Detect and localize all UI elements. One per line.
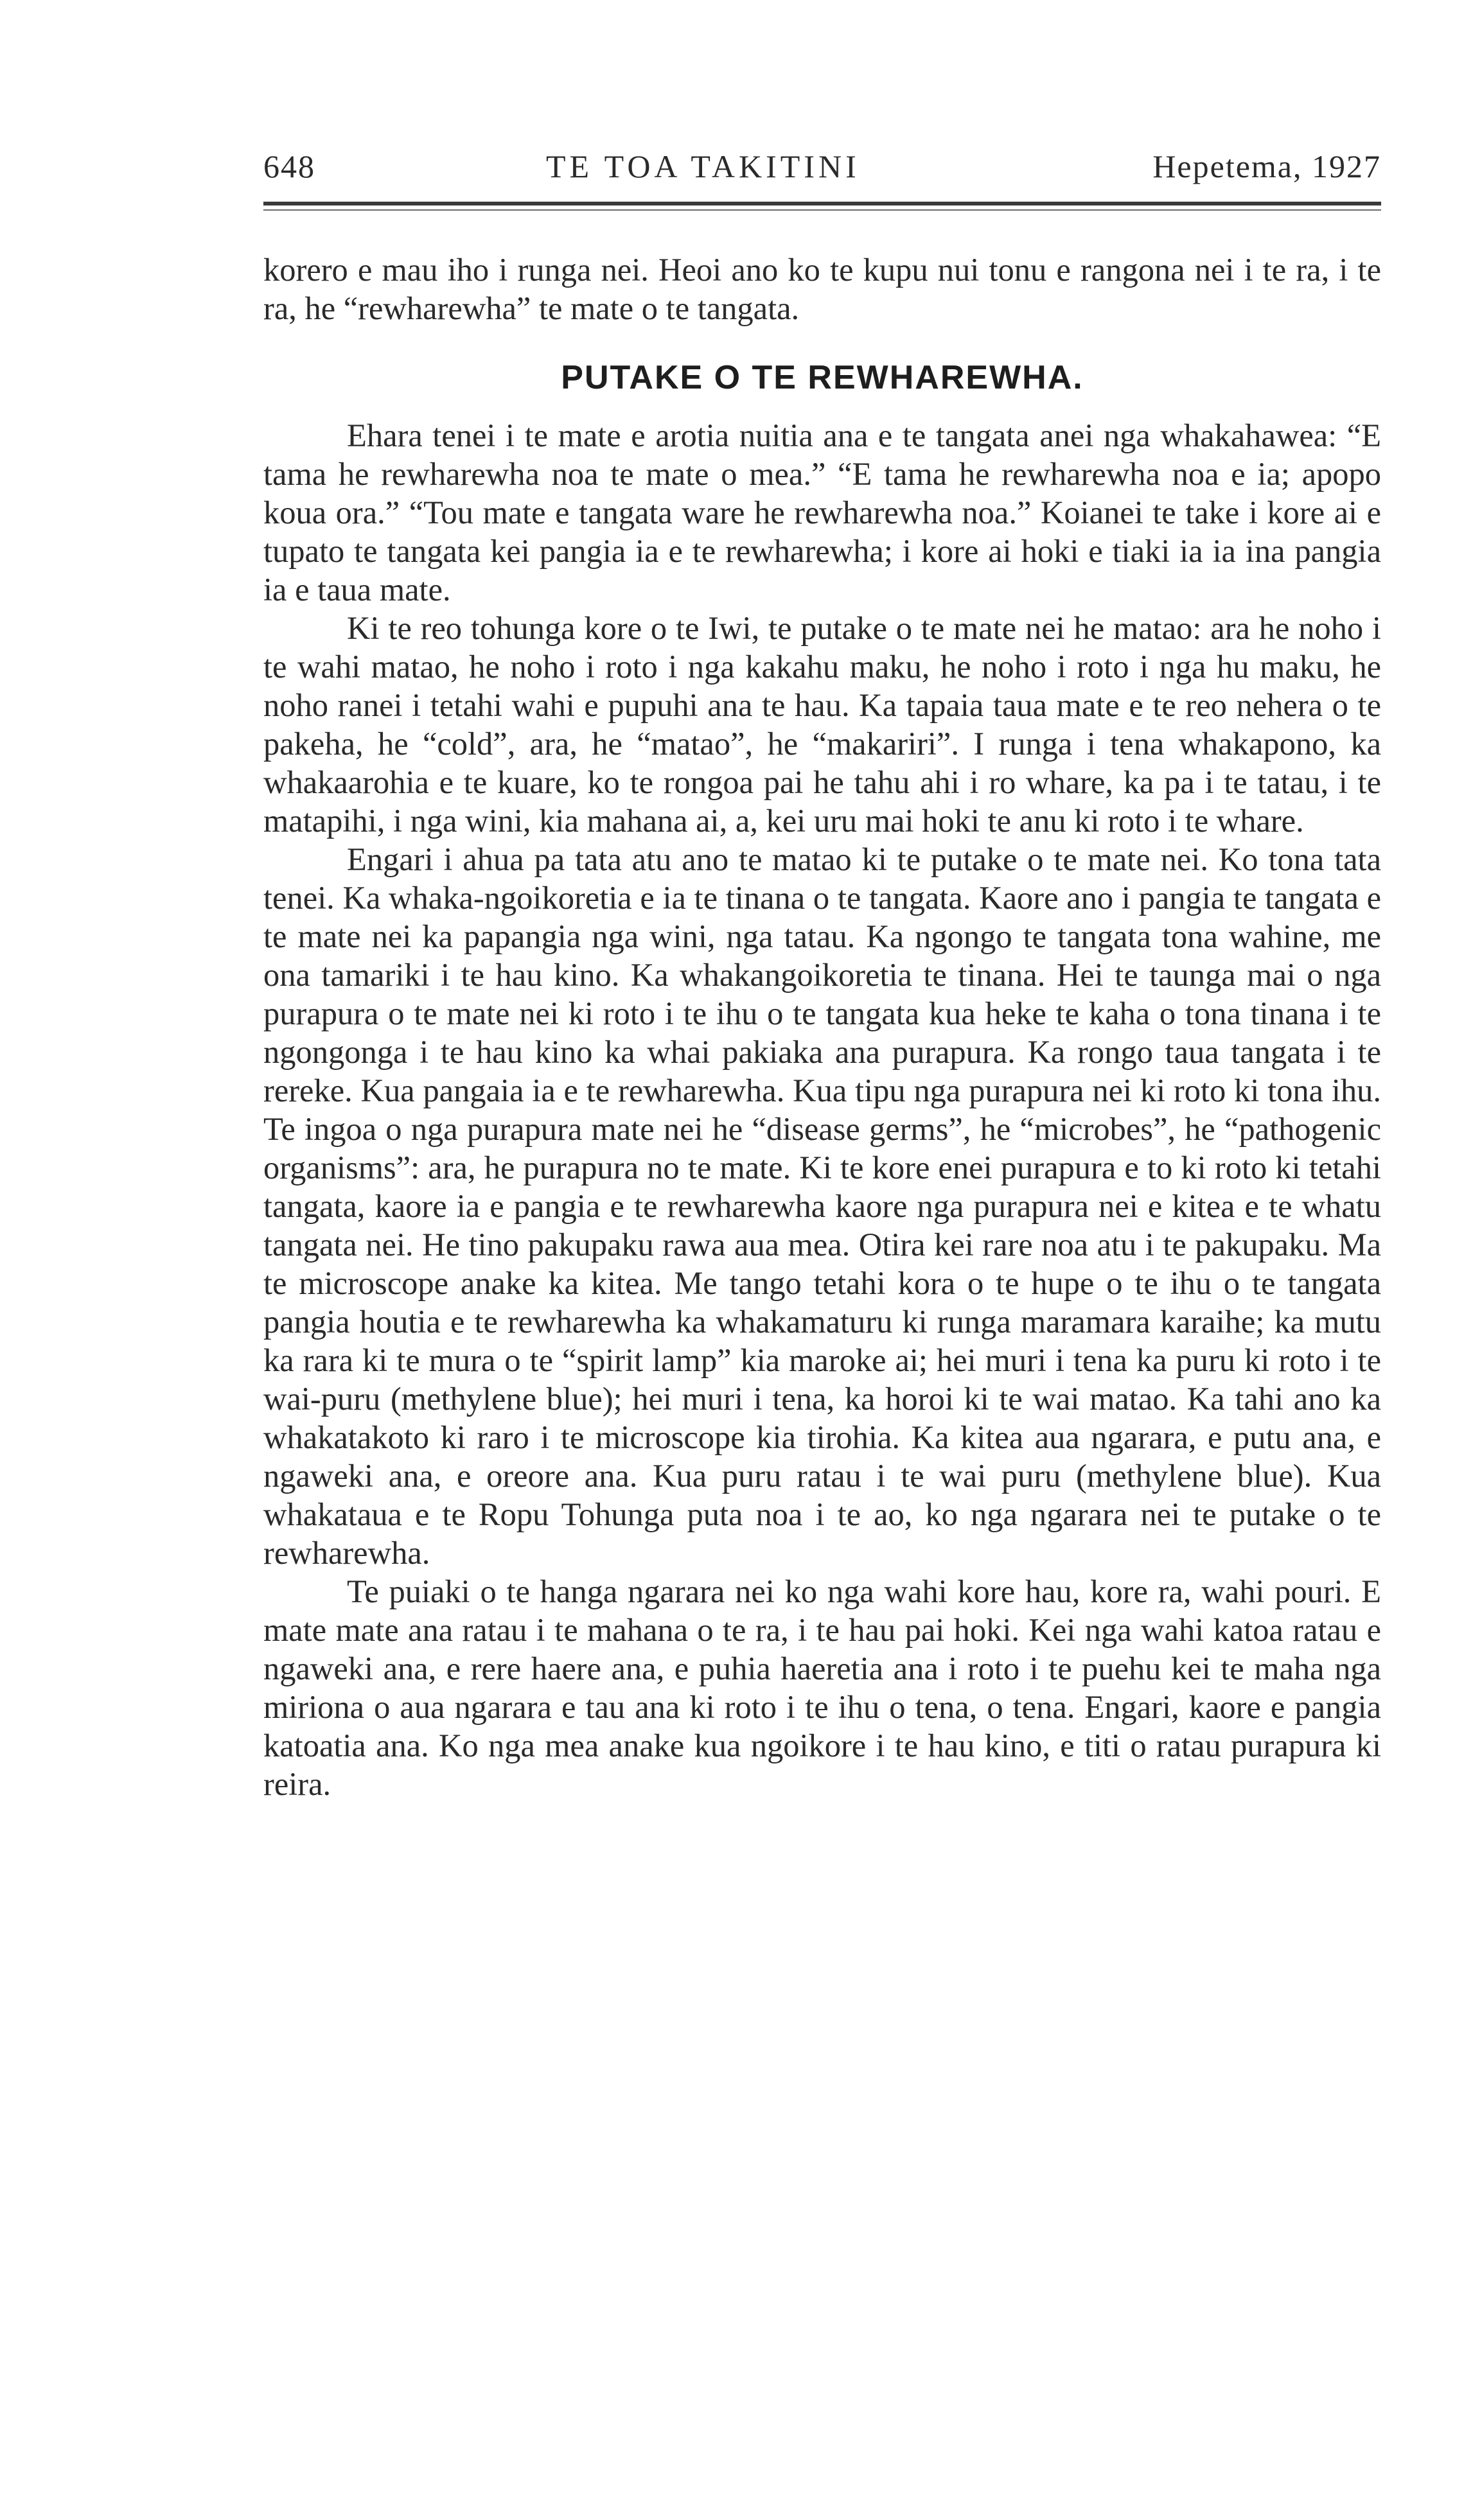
paragraph-2: Ki te reo tohunga kore o te Iwi, te putake o te mate nei he matao: ara he noho i te wahi matao, he noho i roto i nga kakahu maku, he noho i roto i nga hu maku, he noho ranei i tetahi wahi e pupuhi ana te hau. Ka tapaia taua mate e te reo nehera o te pakeha, he “cold”, ara, he “matao”, he “makariri”. I runga i tena whakapono, ka whakaarohia e te kuare, ko te rongoa pai he tahu ahi i ro whare, ka pa i te tatau, i te matapihi, i nga wini, kia mahana ai, a, kei uru mai hoki te anu ki roto i te whare.: [263, 610, 1381, 839]
running-header: [263, 148, 1381, 199]
article-body: [263, 250, 1381, 1803]
section-heading: PUTAKE O TE REWHAREWHA.: [561, 359, 1084, 396]
page-number: 648: [263, 148, 315, 184]
header-rule-thin: [263, 209, 1381, 211]
document-page: [263, 148, 1381, 1803]
paragraph-1: Ehara tenei i te mate e arotia nuitia ana e te tangata anei nga whakahawea: “E tama he rewharewha noa te mate o mea.” “E tama he rewharewha noa e ia; apopo koua ora.” “Tou mate e tangata ware he rewharewha noa.” Koianei te take i kore ai e tupato te tangata kei pangia ia e te rewharewha; i kore ai hoki e tiaki ia ia ina pangia ia e taua mate.: [263, 417, 1381, 608]
paragraph-3: Engari i ahua pa tata atu ano te matao ki te putake o te mate nei. Ko tona tata tenei. Ka whaka-ngoikoretia e ia te tinana o te tangata. Kaore ano i pangia te tangata e te mate nei ka papangia nga wini, nga tatau. Ka ngongo te tangata tona wahine, me ona tamariki i te hau kino. Ka whakangoikoretia te tinana. Hei te taunga mai o nga purapura o te mate nei ki roto i te ihu o te tangata kua heke te kaha o tona tinana i te ngongonga i te hau kino ka whai pakiaka ana purapura. Ka rongo taua tangata i te rereke. Kua pangaia ia e te rewharewha. Kua tipu nga purapura nei ki roto ki tona ihu. Te ingoa o nga purapura mate nei he “disease germs”, he “microbes”, he “pathogenic organisms”: ara, he purapura no te mate. Ki te kore enei purapura e to ki roto ki tetahi tangata, kaore ia e pangia e te rewharewha kaore nga purapura nei e kitea e te whatu tangata nei. He tino pakupaku rawa aua mea. Otira kei rare noa atu i te pakupaku. Ma te microscope anake ka kitea. Me tango tetahi kora o te hupe o te ihu o te tangata pangia houtia e te rewharewha ka whakamaturu ki runga maramara karaihe; ka mutu ka rara ki te mura o te “spirit lamp” kia maroke ai; hei muri i tena ka puru ki roto i te wai-puru (methylene blue); hei muri i tena, ka horoi ki te wai matao. Ka tahi ano ka whakatakoto ki raro i te microscope kia tirohia. Ka kitea aua ngarara, e putu ana, e ngaweki ana, e oreore ana. Kua puru ratau i te wai puru (methylene blue). Kua whakataua e te Ropu Tohunga puta noa i te ao, ko nga ngarara nei te putake o te rewharewha.: [263, 841, 1381, 1571]
issue-date: Hepetema, 1927: [1152, 148, 1381, 184]
paragraph-4: Te puiaki o te hanga ngarara nei ko nga wahi kore hau, kore ra, wahi pouri. E mate mate ana ratau i te mahana o te ra, i te hau pai hoki. Kei nga wahi katoa ratau e ngaweki ana, e rere haere ana, e puhia haeretia ana i roto i te puehu kei te maha nga miriona o aua ngarara e tau ana ki roto i te ihu o tena, o tena. Engari, kaore e pangia katoatia ana. Ko nga mea anake kua ngoikore i te hau kino, e titi o ratau purapura ki reira.: [263, 1573, 1381, 1802]
intro-paragraph: korero e mau iho i runga nei. Heoi ano ko te kupu nui tonu e rangona nei i te ra, i te ra, he “rewharewha” te mate o te tangata.: [263, 252, 1381, 326]
journal-title: TE TOA TAKITINI: [546, 148, 860, 184]
header-rule: [263, 202, 1381, 206]
